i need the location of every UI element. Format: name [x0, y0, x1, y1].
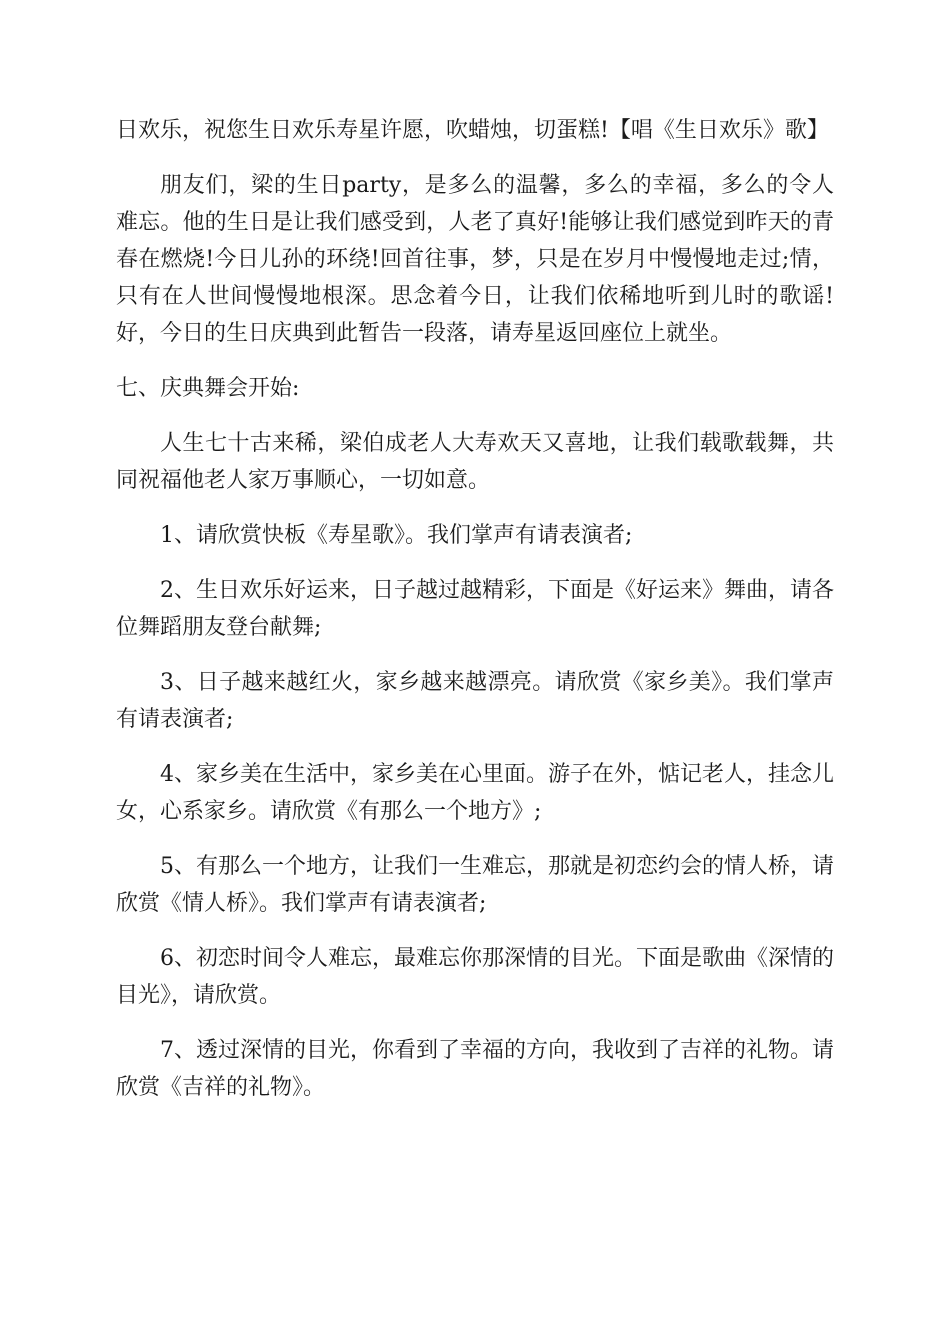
program-item-7: 7、透过深情的目光，你看到了幸福的方向，我收到了吉祥的礼物。请欣赏《吉祥的礼物》。 [116, 1038, 834, 1100]
program-item-6: 6、初恋时间令人难忘，最难忘你那深情的目光。下面是歌曲《深情的目光》，请欣赏。 [116, 946, 834, 1008]
document-body [116, 112, 834, 1124]
paragraph-dance-intro: 人生七十古来稀，梁伯成老人大寿欢天又喜地，让我们载歌载舞，共同祝福他老人家万事顺心，一切如意。 [116, 431, 834, 493]
program-item-1: 1、请欣赏快板《寿星歌》。我们掌声有请表演者; [160, 523, 633, 548]
program-item-3: 3、日子越来越红火，家乡越来越漂亮。请欣赏《家乡美》。我们掌声有请表演者; [116, 670, 834, 732]
program-item-5: 5、有那么一个地方，让我们一生难忘，那就是初恋约会的情人桥，请欣赏《情人桥》。我们掌声有请表演者; [116, 854, 834, 916]
program-item-2: 2、生日欢乐好运来，日子越过越精彩，下面是《好运来》舞曲，请各位舞蹈朋友登台献舞; [116, 578, 834, 640]
paragraph-birthday-wish: 日欢乐，祝您生日欢乐寿星许愿，吹蜡烛，切蛋糕!【唱《生日欢乐》歌】 [116, 118, 829, 143]
program-item-4: 4、家乡美在生活中，家乡美在心里面。游子在外，惦记老人，挂念儿女，心系家乡。请欣赏《有那么一个地方》; [116, 762, 834, 824]
paragraph-party-reflection: 朋友们，梁的生日party，是多么的温馨，多么的幸福，多么的令人难忘。他的生日是让我们感受到，人老了真好!能够让我们感觉到昨天的青春在燃烧!今日儿孙的环绕!回首往事，梦，只是在岁月中慢慢地走过;情，只有在人世间慢慢地根深。思念着今日，让我们依稀地听到儿时的歌谣!好，今日的生日庆典到此暂告一段落，请寿星返回座位上就坐。 [116, 173, 834, 346]
section-heading-dance: 七、庆典舞会开始: [116, 376, 300, 401]
